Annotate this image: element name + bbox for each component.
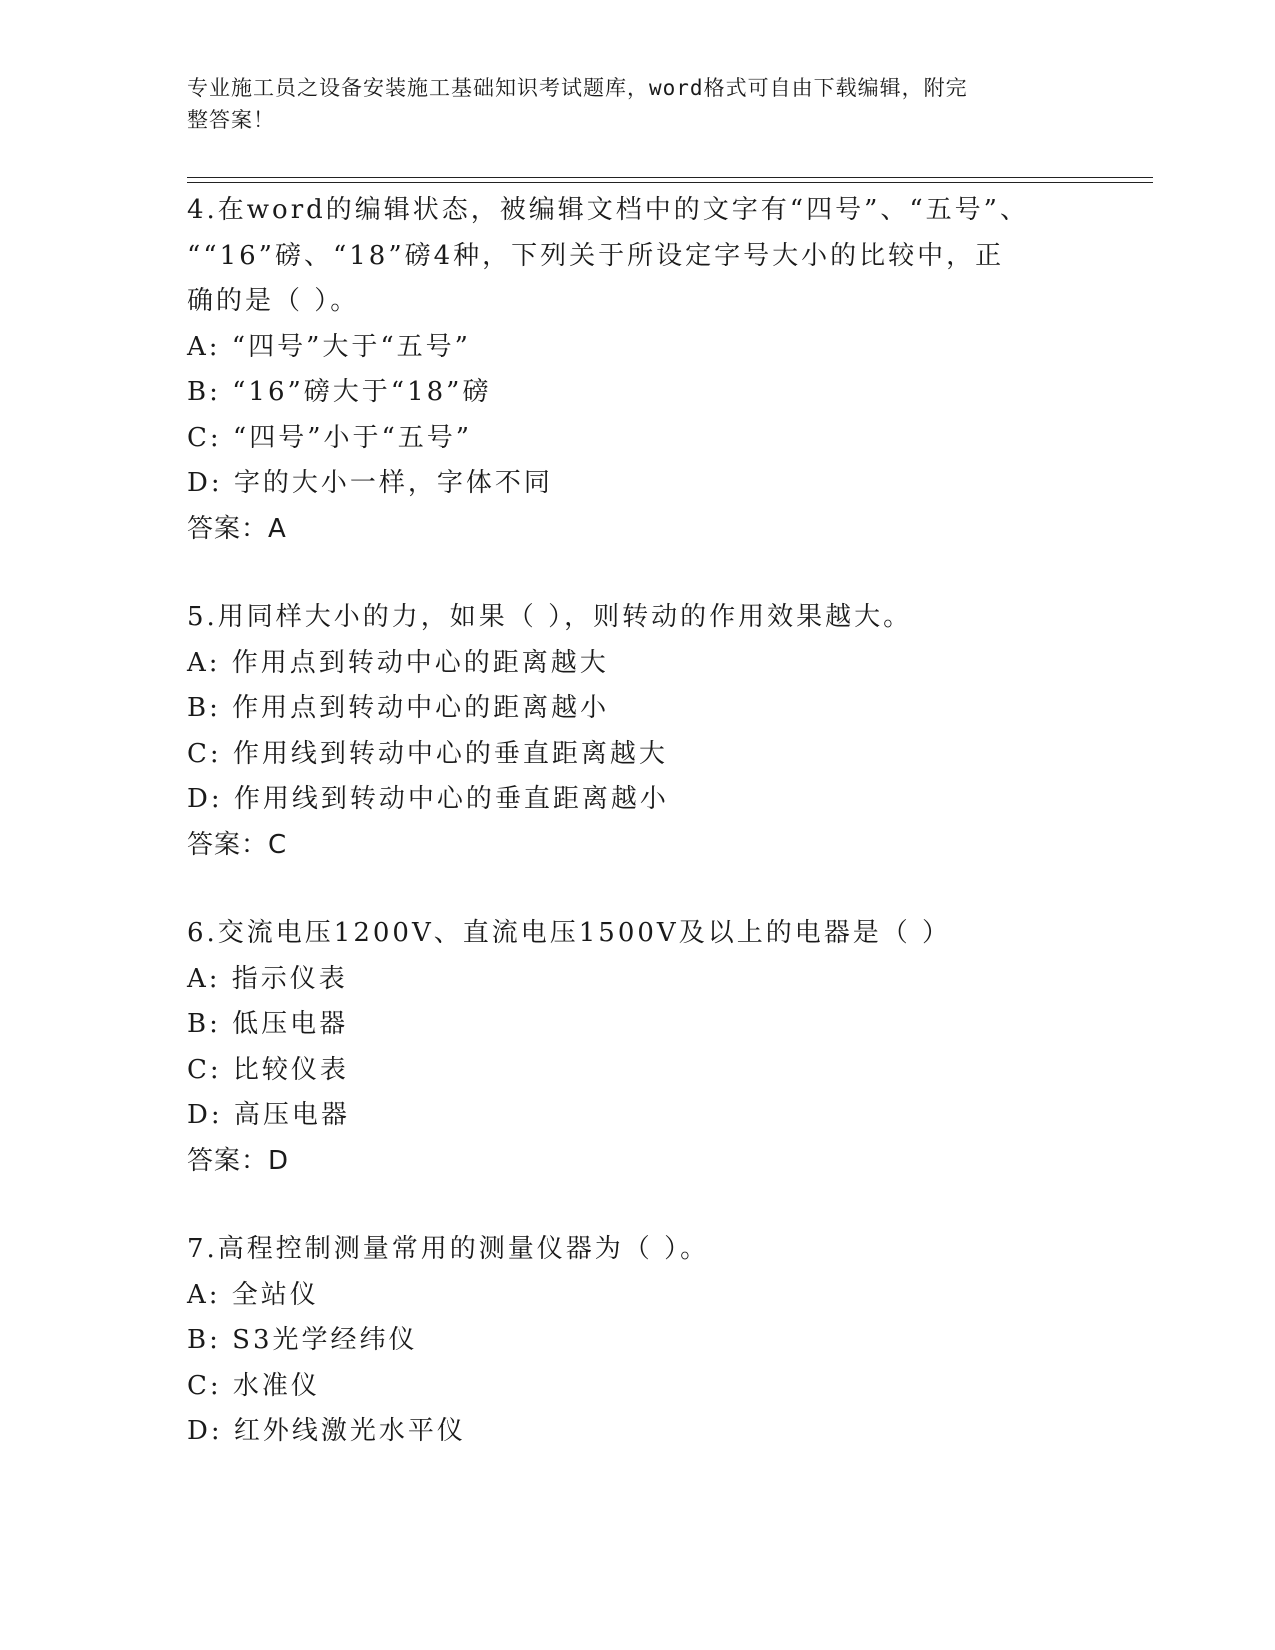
question-stem	[187, 1227, 1067, 1273]
question-6	[187, 911, 1067, 1184]
option-a: A: 指示仪表	[187, 963, 348, 994]
document-header	[187, 72, 1067, 136]
option-c: C: 作用线到转动中心的垂直距离越大	[187, 738, 668, 769]
option-d: D: 红外线激光水平仪	[187, 1416, 466, 1446]
stem-line: 4.在word的编辑状态，被编辑文档中的文字有“四号”、“五号”、	[187, 195, 1029, 225]
option-d: D: 高压电器	[187, 1100, 350, 1130]
option-b: B: 低压电器	[187, 1009, 349, 1039]
answer-label: 答案：C	[187, 829, 288, 860]
stem-line: ““16”磅、“18”磅4种，下列关于所设定字号大小的比较中，正	[187, 240, 1005, 271]
stem-line: 7.高程控制测量常用的测量仪器为（ ）。	[187, 1234, 710, 1264]
option-d: D: 字的大小一样，字体不同	[187, 468, 553, 498]
option-a: A: 全站仪	[187, 1279, 319, 1310]
answer-label: 答案：D	[187, 1145, 290, 1176]
answer-label: 答案：A	[187, 513, 287, 544]
question-list	[187, 188, 1067, 1455]
header-line-1: 专业施工员之设备安装施工基础知识考试题库，word格式可自由下载编辑，附完	[187, 76, 968, 100]
stem-line: 确的是（ ）。	[187, 286, 360, 316]
option-c: C: 水准仪	[187, 1370, 320, 1401]
option-a: A: 作用点到转动中心的距离越大	[187, 647, 609, 678]
header-divider-top	[187, 177, 1153, 178]
header-divider-bottom	[187, 182, 1153, 183]
option-d: D: 作用线到转动中心的垂直距离越小	[187, 784, 669, 814]
question-stem	[187, 188, 1067, 325]
option-c: C: 比较仪表	[187, 1054, 349, 1085]
header-line-2: 整答案！	[187, 108, 275, 132]
option-c: C: “四号”小于“五号”	[187, 422, 473, 453]
question-5	[187, 595, 1067, 868]
question-stem	[187, 595, 1067, 641]
stem-line: 6.交流电压1200V、直流电压1500V及以上的电器是（ ）	[187, 918, 951, 948]
stem-line: 5.用同样大小的力，如果（ ），则转动的作用效果越大。	[187, 602, 913, 632]
option-b: B: S3光学经纬仪	[187, 1325, 418, 1355]
option-b: B: 作用点到转动中心的距离越小	[187, 693, 610, 723]
option-b: B: “16”磅大于“18”磅	[187, 377, 492, 407]
question-stem	[187, 911, 1067, 957]
question-7	[187, 1227, 1067, 1455]
option-a: A: “四号”大于“五号”	[187, 331, 471, 362]
question-4	[187, 188, 1067, 552]
